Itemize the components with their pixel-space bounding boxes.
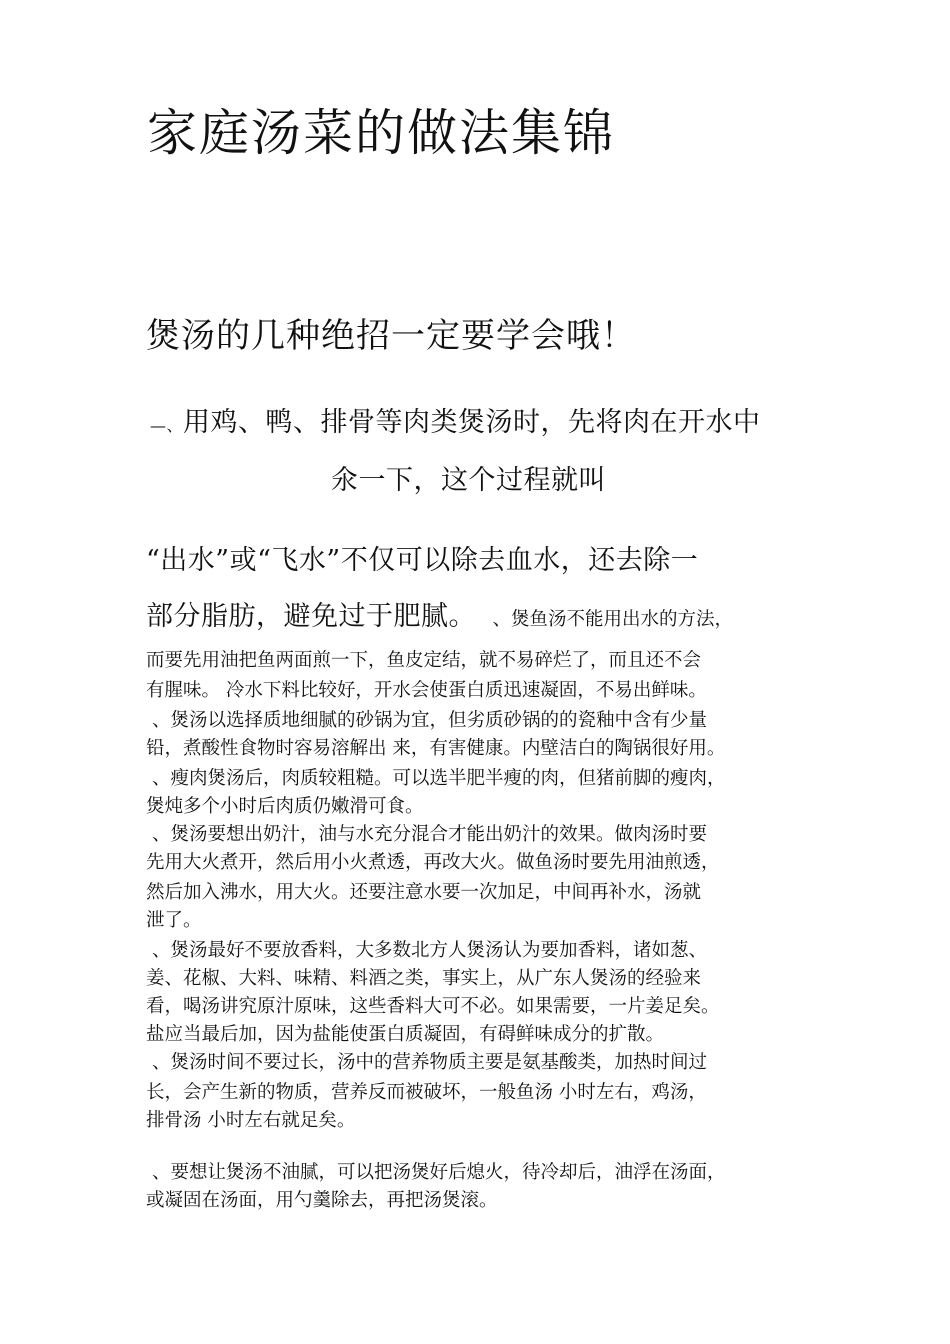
page-title: 家庭汤菜的做法集锦 (147, 104, 615, 162)
body-line: 而要先用油把鱼两面煎一下，鱼皮定结，就不易碎烂了，而且还不会 (146, 650, 702, 671)
body-line: 煲炖多个小时后肉质仍嫩滑可食。 (146, 796, 424, 817)
body-line: 排骨汤 小时左右就足矣。 (146, 1110, 356, 1131)
body-line: 然后加入沸水，用大火。还要注意水要一次加足，中间再补水，汤就 (146, 882, 702, 903)
body-line: 姜、花椒、大料、味精、料酒之类，事实上，从广东人煲汤的经验来 (146, 968, 702, 989)
body-line: 、煲汤时间不要过长，汤中的营养物质主要是氨基酸类，加热时间过 (152, 1052, 708, 1073)
body-line: 先用大火煮开，然后用小火煮透，再改大火。做鱼汤时要先用油煎透， (146, 852, 720, 873)
body-line: 盐应当最后加，因为盐能使蛋白质凝固，有碍鲜味成分的扩散。 (146, 1024, 665, 1045)
intro-line-4 (146, 594, 733, 633)
body-line: 铅，煮酸性食物时容易溶解出 来，有害健康。内壁洁白的陶锅很好用。 (146, 738, 726, 759)
body-line: 、要想让煲汤不油腻，可以把汤煲好后熄火，待冷却后，油浮在汤面， (152, 1162, 726, 1183)
body-line: 、煲汤要想出奶汁，油与水充分混合才能出奶汁的效果。做肉汤时要 (152, 824, 708, 845)
body-line: 、瘦肉煲汤后，肉质较粗糙。可以选半肥半瘦的肉，但猪前脚的瘦肉， (152, 768, 726, 789)
body-line: 或凝固在汤面，用勺羹除去，再把汤煲滚。 (146, 1190, 498, 1211)
body-line: 有腥味。 冷水下料比较好，开水会使蛋白质迅速凝固，不易出鲜味。 (146, 680, 707, 701)
body-line: 泄了。 (146, 910, 202, 931)
intro-line-4-tail: 、煲鱼汤不能用出水的方法， (492, 609, 734, 630)
intro-line-3: “出水”或“飞水”不仅可以除去血水，还去除一 (146, 545, 699, 576)
body-line: 、煲汤以选择质地细腻的砂锅为宜，但劣质砂锅的的瓷釉中含有少量 (152, 710, 708, 731)
body-line: 看，喝汤讲究原汁原味，这些香料大可不必。如果需要，一片姜足矣。 (146, 996, 720, 1017)
intro-line-1-text: 用鸡、鸭、排骨等肉类煲汤时，先将肉在开水中 (183, 407, 761, 438)
intro-line-2: 氽一下，这个过程就叫 (331, 465, 606, 496)
body-line: 长，会产生新的物质，营养反而被破坏，一般鱼汤 小时左右，鸡汤， (146, 1082, 707, 1103)
intro-line-4-text: 部分脂肪，避免过于肥腻。 (146, 601, 463, 632)
intro-line-1 (150, 400, 761, 439)
list-marker: —、 (150, 416, 184, 435)
body-line: 、煲汤最好不要放香料，大多数北方人煲汤认为要加香料，诸如葱、 (152, 940, 708, 961)
section-heading: 煲汤的几种绝招一定要学会哦！ (146, 316, 636, 356)
